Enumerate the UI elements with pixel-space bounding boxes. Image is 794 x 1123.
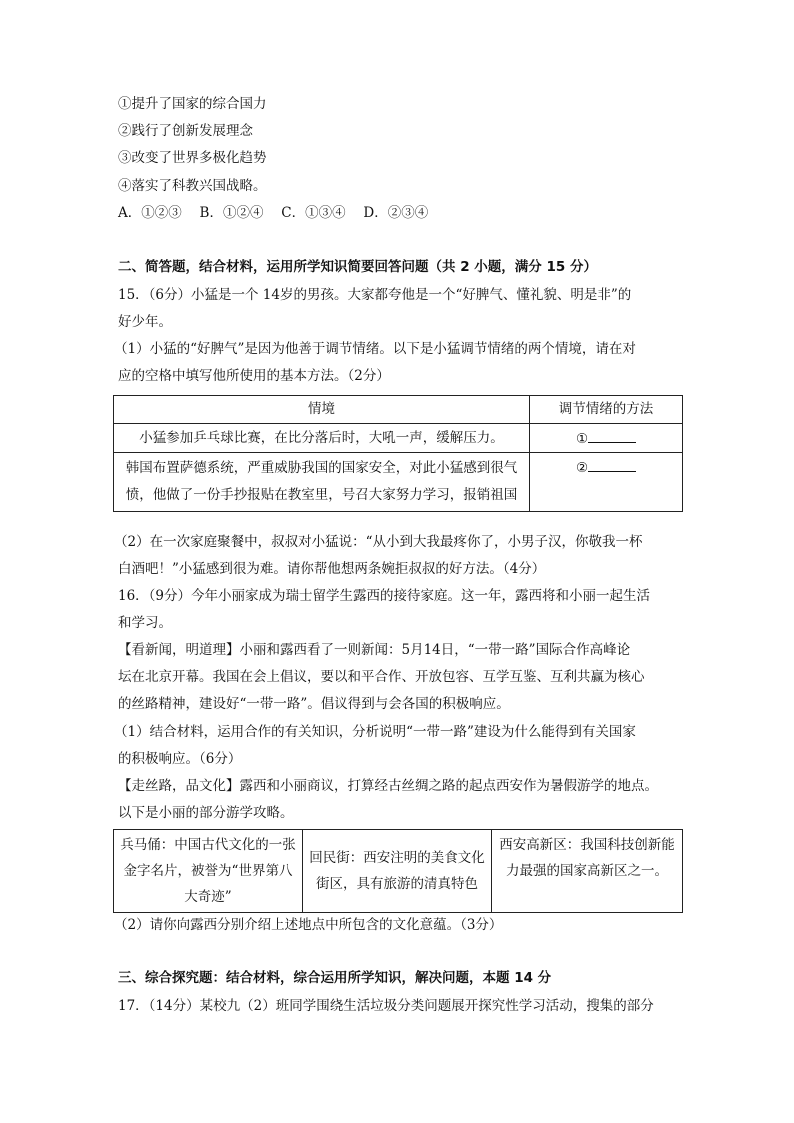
q15-sub2-line-1: （2）在一次家庭聚餐中，叔叔对小猛说：“从小到大我最疼你了，小男子汉，你敬我一杯 [114,534,643,550]
answer-blank-1[interactable] [588,426,636,443]
answer-blank-2[interactable] [588,455,636,472]
row2-situation: 韩国布置萨德系统，严重威胁我国的国家安全，对此小猛感到很气愤，他做了一份手抄报贴在教室里，号召大家努力学习，报销祖国 [114,453,530,512]
section-2-heading: 二、简答题，结合材料，运用所学知识简要回答问题（共 2 小题，满分 15 分） [118,259,597,275]
option-4: ④落实了科教兴国战略。 [118,178,267,194]
q15-sub2-line-2: 白酒吧！”小猛感到很为难。请你帮他想两条婉拒叔叔的好方法。（4分） [118,561,546,577]
q16-sub1-line-1: （1）结合材料，运用合作的有关知识，分析说明“一带一路”建设为什么能得到有关国家 [114,724,636,740]
emotion-table [113,395,683,512]
travel-cell-muslim-street: 回民街：西安注明的美食文化街区，具有旅游的清真特色 [303,830,492,913]
travel-cell-terracotta: 兵马俑：中国古代文化的一张金字名片，被誉为“世界第八大奇迹” [114,830,303,913]
row2-method-cell [530,453,683,512]
q16-silk-line-1: 【走丝路，品文化】露西和小丽商议，打算经古丝绸之路的起点西安作为暑假游学的地点。 [118,778,658,794]
table-row [114,424,683,453]
q15-sub1-line-2: 应的空格中填写他所使用的基本方法。（2分） [118,368,390,384]
travel-cell-hitech-zone: 西安高新区：我国科技创新能力最强的国家高新区之一。 [492,830,683,913]
option-1: ①提升了国家的综合国力 [118,96,267,112]
answer-choices: A．①②③ B．①②④ C．①③④ D．②③④ [118,205,429,221]
table-row [114,830,683,913]
header-method: 调节情绪的方法 [530,396,683,424]
q15-line-2: 好少年。 [118,314,172,330]
q16-sub1-line-2: 的积极响应。（6分） [118,751,242,767]
q16-line-2: 和学习。 [118,615,172,631]
q16-silk-line-2: 以下是小丽的部分游学攻略。 [118,805,294,821]
header-situation: 情境 [114,396,530,424]
table-header-row [114,396,683,424]
q15-sub1-line-1: （1）小猛的“好脾气”是因为他善于调节情绪。以下是小猛调节情绪的两个情境，请在对 [114,341,636,357]
table-row [114,453,683,512]
option-3: ③改变了世界多极化趋势 [118,150,267,166]
row1-situation: 小猛参加乒乓球比赛，在比分落后时，大吼一声，缓解压力。 [114,424,530,453]
q16-news-line-1: 【看新闻，明道理】小丽和露西看了一则新闻：5月14日，“一带一路”国际合作高峰论 [118,642,631,658]
section-3-heading: 三、综合探究题：结合材料，综合运用所学知识，解决问题，本题 14 分 [118,970,552,986]
q15-line-1: 15．（6分）小猛是一个 14岁的男孩。大家都夸他是一个“好脾气、懂礼貌、明是非”的 [118,287,632,303]
q16-sub2: （2）请你向露西分别介绍上述地点中所包含的文化意蕴。（3分） [114,917,503,933]
q16-news-line-3: 的丝路精神，建设好“一带一路”。倡议得到与会各国的积极响应。 [118,696,510,712]
q17-line-1: 17．（14分）某校九（2）班同学围绕生活垃圾分类问题展开探究性学习活动，搜集的部分 [118,998,654,1014]
q16-line-1: 16．（9分）今年小丽家成为瑞士留学生露西的接待家庭。这一年，露西将和小丽一起生活 [118,588,651,604]
travel-table [113,829,683,913]
q16-news-line-2: 坛在北京开幕。我国在会上倡议，要以和平合作、开放包容、互学互鉴、互利共赢为核心 [118,669,645,685]
row1-method-cell [530,424,683,453]
option-2: ②践行了创新发展理念 [118,123,253,139]
row2-method-label: ② [575,460,589,476]
row1-method-label: ① [575,431,589,447]
